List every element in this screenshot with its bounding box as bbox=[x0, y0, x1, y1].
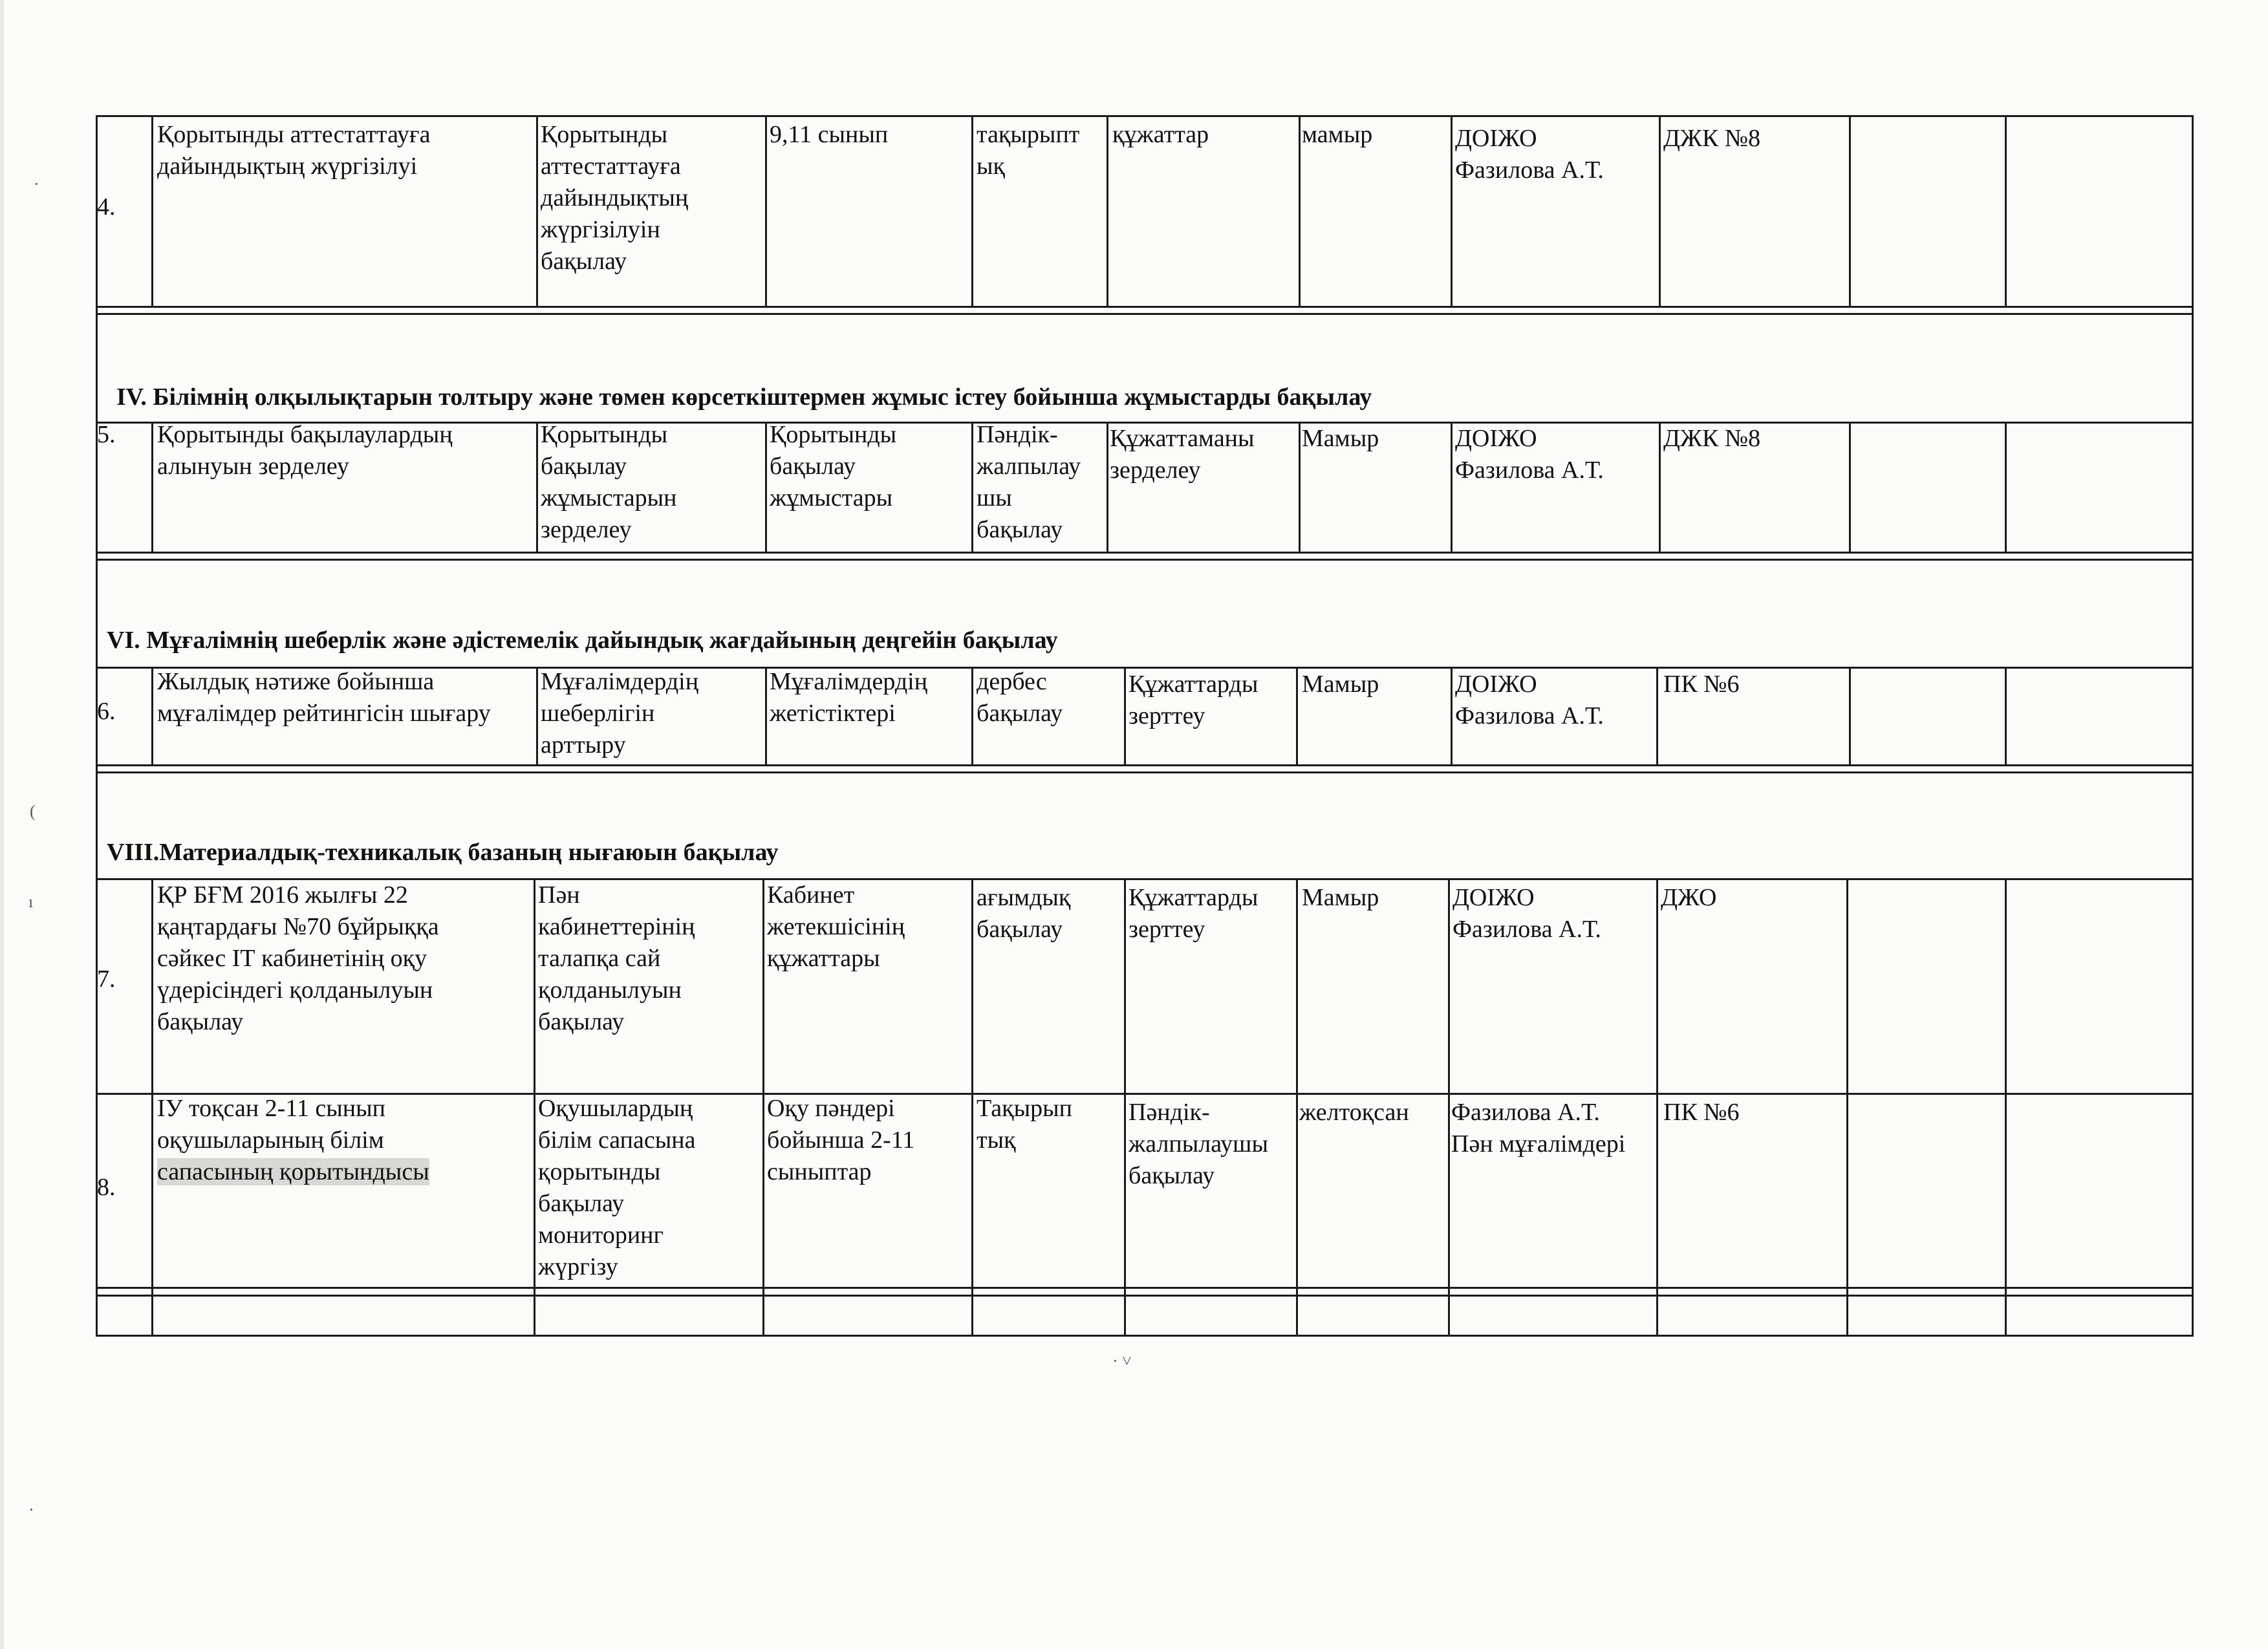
row-method: Құжаттарды зерттеу bbox=[1129, 671, 1258, 729]
row-content-line: ІУ тоқсан 2-11 сынып bbox=[157, 1095, 386, 1122]
row-4-bottom bbox=[96, 306, 2194, 308]
col-divider bbox=[151, 667, 153, 766]
row-content: ҚР БҒМ 2016 жылғы 22 қаңтардағы №70 бұйрыққа сәйкес ІТ кабинетінің оқу үдерісіндегі қолданылуын бақылау bbox=[157, 881, 439, 1035]
row-object: Қорытынды бақылау жұмыстары bbox=[770, 421, 897, 512]
row-result: ДЖК №8 bbox=[1663, 425, 1761, 452]
col-divider bbox=[1299, 422, 1301, 554]
row-result: ДЖК №8 bbox=[1663, 125, 1761, 152]
row-8-bottom bbox=[96, 1287, 2194, 1289]
row-deadline: мамыр bbox=[1302, 121, 1373, 148]
col-divider bbox=[1451, 115, 1453, 308]
row-object: Мұғалімдердің жетістіктері bbox=[770, 668, 928, 727]
row-responsible: ДОІЖО Фазилова А.Т. bbox=[1455, 125, 1604, 184]
row-number: 7. bbox=[97, 965, 116, 993]
section-vi-top bbox=[96, 559, 2194, 561]
row-method: құжаттар bbox=[1112, 121, 1209, 148]
row-responsible: ДОІЖО Фазилова А.Т. bbox=[1455, 425, 1604, 484]
section-heading-iv: IV. Білімнің олқылықтарын толтыру және төмен көрсеткіштермен жұмыс істеу бойынша жұмыстарды бақылау bbox=[116, 383, 1372, 411]
row-number: 4. bbox=[97, 193, 116, 221]
row-type: Тақырып тық bbox=[977, 1095, 1072, 1154]
col-divider bbox=[1107, 115, 1108, 308]
row-result: ПК №6 bbox=[1663, 671, 1740, 698]
scan-speck: · bbox=[28, 1500, 34, 1519]
scan-speck: · ˅ bbox=[1112, 1352, 1132, 1370]
table-border-right bbox=[2192, 115, 2194, 1337]
row-content bbox=[157, 1093, 429, 1188]
col-divider bbox=[536, 115, 538, 308]
row-method: Құжаттарды зерттеу bbox=[1129, 884, 1258, 943]
row-deadline: Мамыр bbox=[1302, 671, 1379, 698]
col-divider bbox=[534, 878, 535, 1337]
col-divider bbox=[151, 878, 153, 1337]
row-6-bottom bbox=[96, 764, 2194, 766]
col-divider bbox=[765, 115, 767, 308]
row-method: Құжаттаманы зерделеу bbox=[1110, 425, 1255, 484]
col-divider bbox=[151, 115, 153, 308]
scan-speck: ( bbox=[30, 802, 36, 821]
row-content: Жылдық нәтиже бойынша мұғалімдер рейтингісін шығару bbox=[157, 668, 491, 727]
row-responsible: Фазилова А.Т. Пән мұғалімдері bbox=[1451, 1099, 1626, 1158]
row-result: ПК №6 bbox=[1663, 1099, 1740, 1126]
col-divider bbox=[1656, 667, 1658, 766]
col-divider bbox=[1448, 878, 1450, 1337]
row-goal: Оқушылардың білім сапасына қорытынды бақылау мониторинг жүргізу bbox=[538, 1095, 696, 1280]
row-type: ағымдық бақылау bbox=[977, 884, 1071, 943]
col-divider bbox=[971, 667, 973, 766]
row-content-line: оқушыларының білім bbox=[157, 1126, 384, 1154]
col-divider bbox=[2005, 422, 2007, 554]
row-responsible: ДОІЖО Фазилова А.Т. bbox=[1455, 671, 1604, 729]
row-object: Оқу пәндері бойынша 2-11 сыныптар bbox=[767, 1095, 915, 1185]
row-goal: Қорытынды аттестаттауға дайындықтың жүргізілуін бақылау bbox=[541, 121, 689, 275]
row-content: Қорытынды бақылаулардың алынуын зерделеу bbox=[157, 421, 453, 480]
section-heading-viii: VIII.Материалдық-техникалық базаның нығаюын бақылау bbox=[107, 839, 779, 866]
row-goal: Мұғалімдердің шеберлігін арттыру bbox=[541, 668, 699, 759]
col-divider bbox=[1849, 115, 1851, 308]
col-divider bbox=[765, 422, 767, 554]
col-divider bbox=[762, 878, 764, 1337]
row-deadline: Мамыр bbox=[1302, 884, 1379, 911]
row-type: тақырыпт ық bbox=[977, 121, 1080, 180]
row-number: 5. bbox=[97, 421, 116, 448]
col-divider bbox=[151, 422, 153, 554]
col-divider bbox=[1659, 115, 1661, 308]
table-border-bottom bbox=[96, 1335, 2194, 1337]
col-divider bbox=[1107, 422, 1108, 554]
col-divider bbox=[1659, 422, 1661, 554]
col-divider bbox=[536, 667, 538, 766]
row-responsible: ДОІЖО Фазилова А.Т. bbox=[1453, 884, 1601, 943]
col-divider bbox=[1296, 878, 1298, 1337]
row-goal: Пән кабинеттерінің талапқа сай қолданылуын бақылау bbox=[538, 881, 695, 1035]
col-divider bbox=[1451, 422, 1453, 554]
col-divider bbox=[1299, 115, 1301, 308]
section-iv-top bbox=[96, 313, 2194, 315]
col-divider bbox=[2005, 878, 2007, 1337]
col-divider bbox=[1124, 878, 1126, 1337]
col-divider bbox=[2005, 667, 2007, 766]
col-divider bbox=[536, 422, 538, 554]
row-deadline: желтоқсан bbox=[1299, 1099, 1409, 1126]
col-divider bbox=[1656, 878, 1658, 1337]
row-object: 9,11 сынып bbox=[770, 121, 889, 148]
row-content: Қорытынды аттестаттауға дайындықтың жүргізілуі bbox=[157, 121, 431, 180]
row-deadline: Мамыр bbox=[1302, 425, 1379, 452]
row-object: Кабинет жетекшісінің құжаттары bbox=[767, 881, 905, 972]
col-divider bbox=[1849, 422, 1851, 554]
scan-speck: · bbox=[34, 175, 39, 193]
scan-speck: ı bbox=[28, 892, 34, 911]
col-divider bbox=[765, 667, 767, 766]
row-empty-top bbox=[96, 1295, 2194, 1297]
row-method: Пәндік- жалпылаушы бақылау bbox=[1129, 1099, 1268, 1189]
col-divider bbox=[1296, 667, 1298, 766]
row-goal: Қорытынды бақылау жұмыстарын зерделеу bbox=[541, 421, 677, 543]
table-border-top bbox=[96, 115, 2194, 117]
col-divider bbox=[971, 878, 973, 1337]
col-divider bbox=[2005, 115, 2007, 308]
row-type: Пәндік- жалпылау шы бақылау bbox=[977, 421, 1081, 543]
row-5-bottom bbox=[96, 552, 2194, 554]
section-heading-vi: VI. Мұғалімнің шеберлік және әдістемелік дайындық жағдайының деңгейін бақылау bbox=[107, 627, 1058, 654]
row-number: 8. bbox=[97, 1174, 116, 1201]
section-viii-top bbox=[96, 771, 2194, 773]
col-divider bbox=[1846, 878, 1848, 1337]
row-type: дербес бақылау bbox=[977, 668, 1063, 727]
col-divider bbox=[1451, 667, 1453, 766]
col-divider bbox=[971, 422, 973, 554]
row-content-line: сапасының қорытындысы bbox=[157, 1158, 429, 1185]
row-result: ДЖО bbox=[1661, 884, 1717, 911]
col-divider bbox=[1849, 667, 1851, 766]
col-divider bbox=[971, 115, 973, 308]
col-divider bbox=[1124, 667, 1126, 766]
row-number: 6. bbox=[97, 698, 116, 725]
